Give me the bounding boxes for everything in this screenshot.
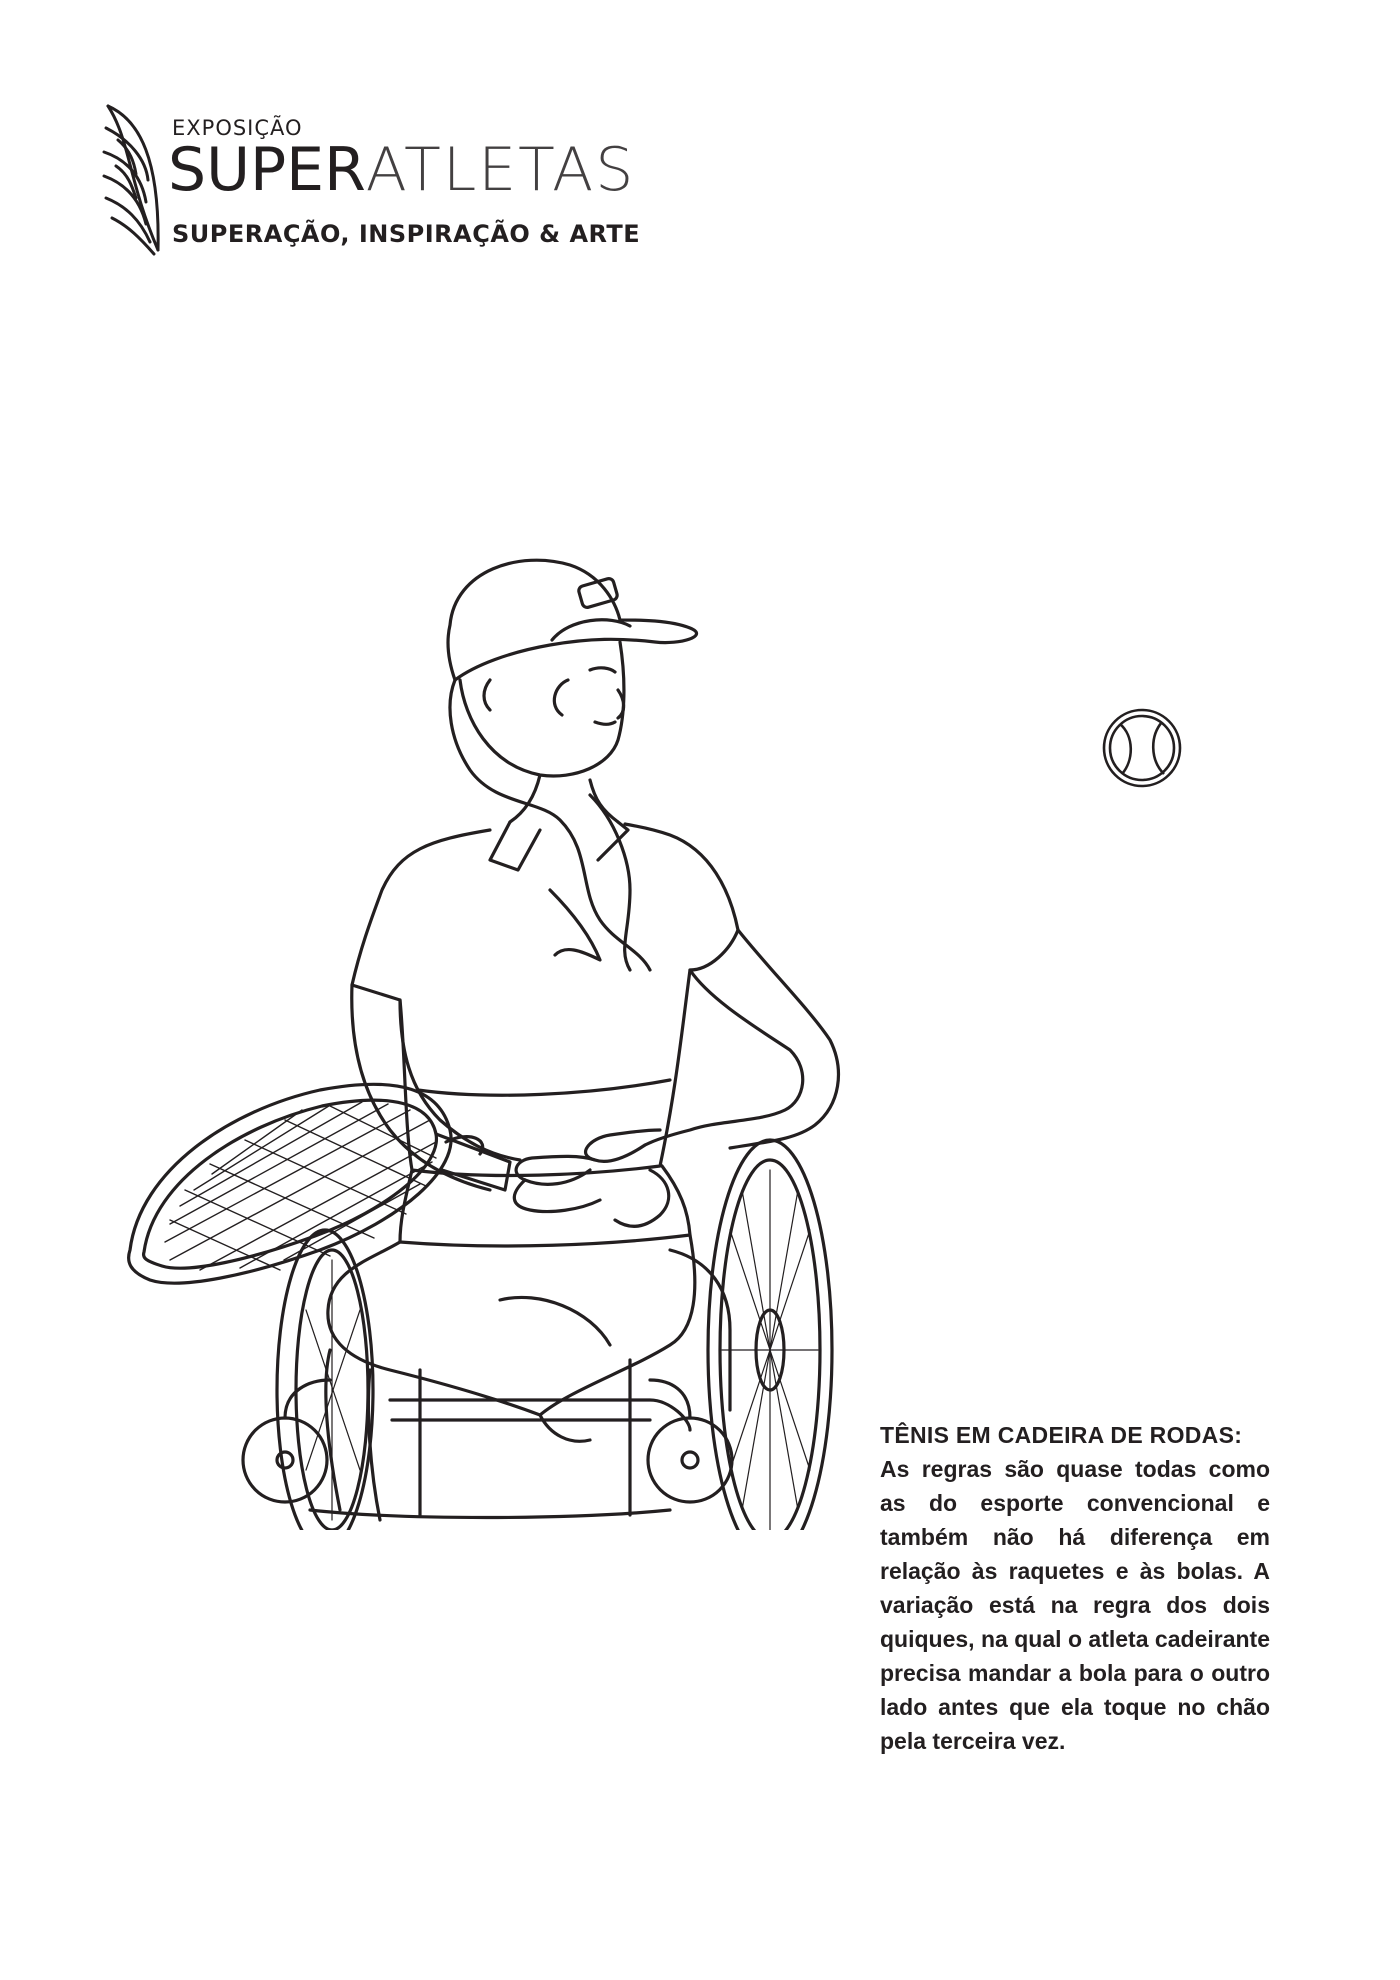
- info-title: TÊNIS EM CADEIRA DE RODAS:: [880, 1422, 1243, 1448]
- shirt: [352, 824, 738, 1176]
- info-body: As regras são quase todas como as do esporte convencional e também não há diferença em relação às raquetes e às bolas. A variação está na regra dos dois quiques, na qual o atleta cadeirante precisa mandar a bola para o outro lado antes que ela toque no chão pela terceira vez.: [880, 1456, 1270, 1754]
- hands: [586, 1130, 660, 1161]
- logo-title: [168, 135, 636, 205]
- logo-subtitle: SUPERAÇÃO, INSPIRAÇÃO & ARTE: [172, 220, 641, 248]
- logo-title-atletas: ATLETAS: [365, 135, 636, 205]
- tennis-ball-icon: [1100, 706, 1184, 790]
- racket: [129, 1084, 510, 1283]
- logo-title-super: SUPER: [168, 135, 366, 205]
- wheelchair-tennis-player-icon: [70, 530, 860, 1530]
- info-block: [880, 1418, 1270, 1758]
- exhibition-logo: [100, 100, 641, 260]
- logo-pretitle: EXPOSIÇÃO: [172, 116, 303, 140]
- caster-wheel-left: [243, 1418, 327, 1502]
- feather-icon: [100, 100, 170, 260]
- cap: [448, 560, 697, 680]
- legs: [328, 1235, 695, 1415]
